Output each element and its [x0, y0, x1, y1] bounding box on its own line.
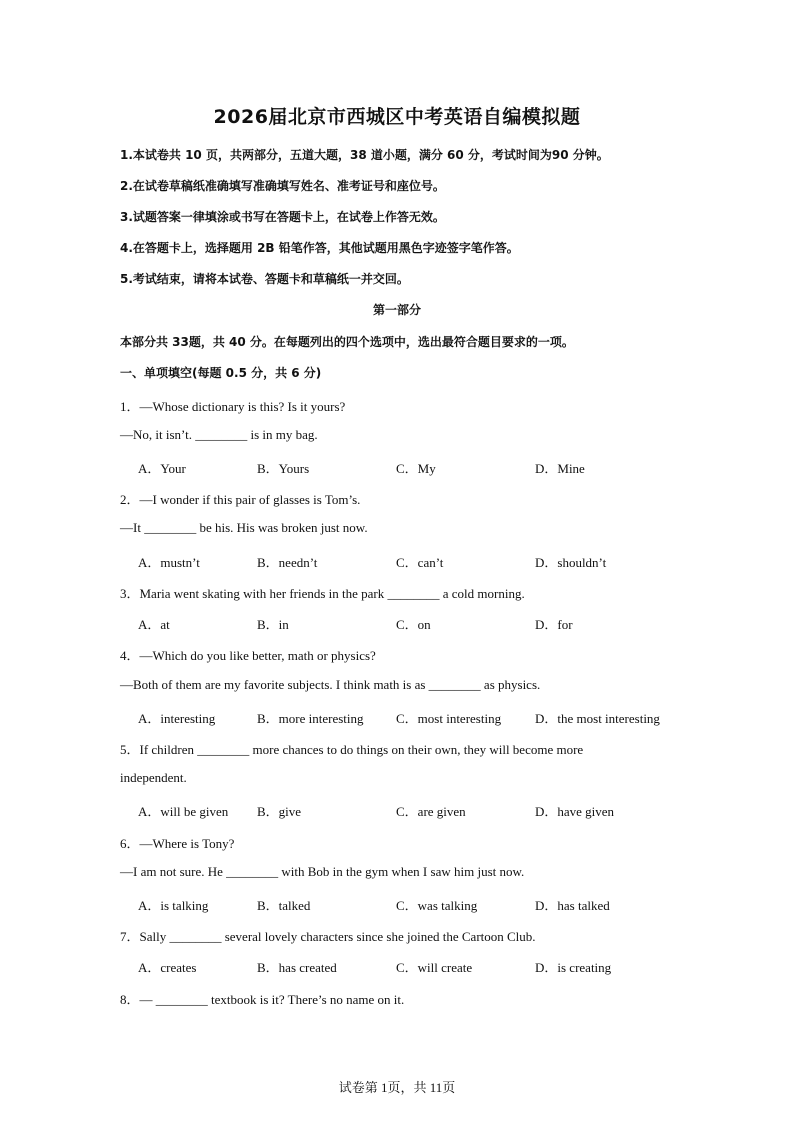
instruction-1: 1.本试卷共 10 页，共两部分，五道大题，38 道小题，满分 60 分，考试时间为90 分钟。: [120, 148, 609, 162]
question-5-option-a: A．will be given: [138, 804, 229, 819]
question-7-option-a: A．creates: [138, 960, 197, 975]
question-5-line-2: independent.: [120, 770, 187, 785]
question-2-line-1: 2．—I wonder if this pair of glasses is Tom’s.: [120, 492, 361, 507]
question-2-option-c: C．can’t: [396, 555, 444, 570]
instruction-2: 2.在试卷草稿纸准确填写准确填写姓名、准考证号和座位号。: [120, 179, 445, 193]
question-8-line-1: 8．— ________ textbook is it? There’s no name on it.: [120, 992, 405, 1007]
instruction-3: 3.试题答案一律填涂或书写在答题卡上，在试卷上作答无效。: [120, 210, 445, 224]
question-3-option-c: C．on: [396, 617, 431, 632]
question-3-option-d: D．for: [535, 617, 573, 632]
question-4-option-c: C．most interesting: [396, 711, 502, 726]
question-1-line-2: —No, it isn’t. ________ is in my bag.: [120, 427, 318, 442]
page-title: 2026届北京市西城区中考英语自编模拟题: [213, 106, 581, 128]
question-6-option-a: A．is talking: [138, 898, 209, 913]
question-6-option-d: D．has talked: [535, 898, 610, 913]
question-6-option-c: C．was talking: [396, 898, 478, 913]
question-6-option-b: B．talked: [257, 898, 311, 913]
question-7-option-b: B．has created: [257, 960, 337, 975]
question-3-option-a: A．at: [138, 617, 170, 632]
question-5-option-b: B．give: [257, 804, 302, 819]
instruction-5: 5.考试结束，请将本试卷、答题卡和草稿纸一并交回。: [120, 272, 409, 286]
question-5-line-1: 5．If children ________ more chances to do things on their own, they will become more: [120, 742, 584, 757]
part-description: 本部分共 33题，共 40 分。在每题列出的四个选项中，选出最符合题目要求的一项。: [120, 335, 574, 349]
page-footer: 试卷第 1页，共 11页: [338, 1080, 456, 1095]
part-title: 第一部分: [372, 303, 421, 317]
question-4-line-1: 4．—Which do you like better, math or physics?: [120, 648, 376, 663]
question-1-option-c: C．My: [396, 461, 436, 476]
question-6-line-1: 6．—Where is Tony?: [120, 836, 235, 851]
instruction-4: 4.在答题卡上，选择题用 2B 铅笔作答，其他试题用黑色字迹签字笔作答。: [120, 241, 519, 255]
question-3-option-b: B．in: [257, 617, 289, 632]
question-1-option-d: D．Mine: [535, 461, 585, 476]
question-1-line-1: 1．—Whose dictionary is this? Is it yours?: [120, 399, 346, 414]
question-7-option-c: C．will create: [396, 960, 473, 975]
question-2-line-2: —It ________ be his. His was broken just now.: [120, 520, 368, 535]
question-4-line-2: —Both of them are my favorite subjects. I think math is as ________ as physics.: [120, 677, 541, 692]
question-3-line-1: 3．Maria went skating with her friends in the park ________ a cold morning.: [120, 586, 525, 601]
question-7-line-1: 7．Sally ________ several lovely characters since she joined the Cartoon Club.: [120, 929, 536, 944]
question-1-option-a: A．Your: [138, 461, 186, 476]
section-title: 一、单项填空(每题 0.5 分，共 6 分): [120, 366, 322, 380]
question-5-option-d: D．have given: [535, 804, 615, 819]
question-6-line-2: —I am not sure. He ________ with Bob in the gym when I saw him just now.: [120, 864, 525, 879]
question-2-option-d: D．shouldn’t: [535, 555, 607, 570]
question-4-option-d: D．the most interesting: [535, 711, 660, 726]
question-4-option-a: A．interesting: [138, 711, 216, 726]
question-1-option-b: B．Yours: [257, 461, 310, 476]
question-2-option-b: B．needn’t: [257, 555, 318, 570]
question-5-option-c: C．are given: [396, 804, 466, 819]
question-2-option-a: A．mustn’t: [138, 555, 200, 570]
question-7-option-d: D．is creating: [535, 960, 612, 975]
question-4-option-b: B．more interesting: [257, 711, 364, 726]
